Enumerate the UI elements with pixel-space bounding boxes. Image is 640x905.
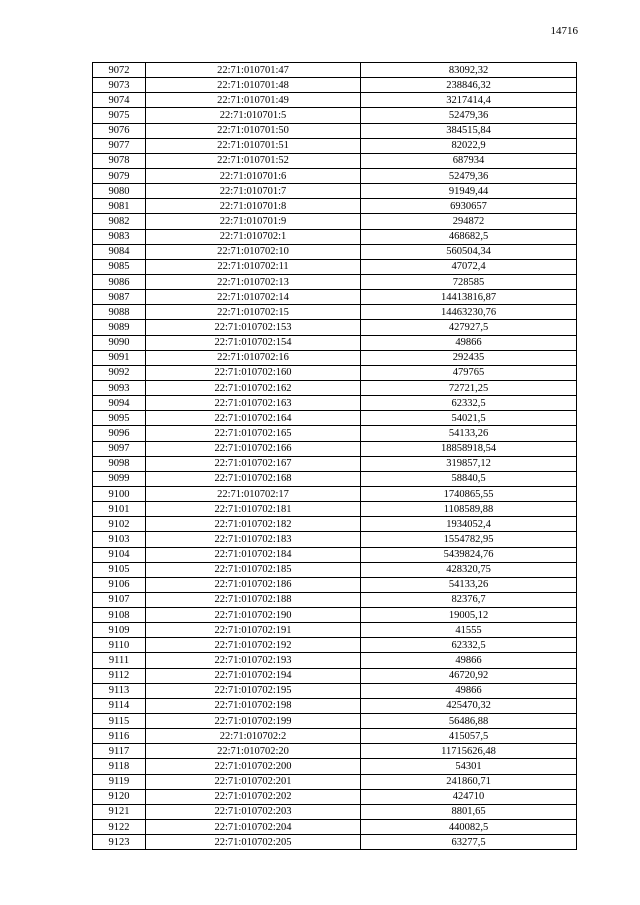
value-cell: 72721,25 [361, 380, 577, 395]
row-number-cell: 9074 [93, 93, 146, 108]
cadastral-number-cell: 22:71:010702:201 [146, 774, 361, 789]
row-number-cell: 9072 [93, 63, 146, 78]
cadastral-number-cell: 22:71:010702:191 [146, 623, 361, 638]
table-row [93, 759, 577, 774]
value-cell: 292435 [361, 350, 577, 365]
table-row [93, 396, 577, 411]
value-cell: 440082,5 [361, 820, 577, 835]
row-number-cell: 9088 [93, 305, 146, 320]
cadastral-number-cell: 22:71:010702:11 [146, 259, 361, 274]
value-cell: 52479,36 [361, 168, 577, 183]
cadastral-number-cell: 22:71:010702:183 [146, 532, 361, 547]
table-row [93, 668, 577, 683]
cadastral-number-cell: 22:71:010702:198 [146, 698, 361, 713]
row-number-cell: 9104 [93, 547, 146, 562]
cadastral-number-cell: 22:71:010701:47 [146, 63, 361, 78]
row-number-cell: 9090 [93, 335, 146, 350]
table-row [93, 138, 577, 153]
row-number-cell: 9097 [93, 441, 146, 456]
value-cell: 1934052,4 [361, 517, 577, 532]
row-number-cell: 9080 [93, 184, 146, 199]
table-row [93, 153, 577, 168]
cadastral-number-cell: 22:71:010702:200 [146, 759, 361, 774]
table-row [93, 532, 577, 547]
table-row [93, 804, 577, 819]
table-row [93, 517, 577, 532]
value-cell: 415057,5 [361, 729, 577, 744]
table-row [93, 592, 577, 607]
row-number-cell: 9095 [93, 411, 146, 426]
value-cell: 41555 [361, 623, 577, 638]
table-row [93, 547, 577, 562]
value-cell: 241860,71 [361, 774, 577, 789]
table-row [93, 774, 577, 789]
cadastral-number-cell: 22:71:010702:14 [146, 290, 361, 305]
value-cell: 56486,88 [361, 714, 577, 729]
cadastral-number-cell: 22:71:010702:16 [146, 350, 361, 365]
row-number-cell: 9116 [93, 729, 146, 744]
cadastral-number-cell: 22:71:010701:9 [146, 214, 361, 229]
cadastral-number-cell: 22:71:010702:205 [146, 835, 361, 850]
value-cell: 319857,12 [361, 456, 577, 471]
row-number-cell: 9073 [93, 78, 146, 93]
row-number-cell: 9119 [93, 774, 146, 789]
table-row [93, 411, 577, 426]
cadastral-table [92, 62, 577, 850]
value-cell: 19005,12 [361, 608, 577, 623]
row-number-cell: 9076 [93, 123, 146, 138]
table-row [93, 653, 577, 668]
table-row [93, 562, 577, 577]
value-cell: 54133,26 [361, 577, 577, 592]
cadastral-number-cell: 22:71:010702:153 [146, 320, 361, 335]
table-row [93, 683, 577, 698]
row-number-cell: 9083 [93, 229, 146, 244]
table-row [93, 820, 577, 835]
value-cell: 82376,7 [361, 592, 577, 607]
row-number-cell: 9110 [93, 638, 146, 653]
cadastral-number-cell: 22:71:010702:164 [146, 411, 361, 426]
cadastral-number-cell: 22:71:010701:52 [146, 153, 361, 168]
table-row [93, 365, 577, 380]
cadastral-number-cell: 22:71:010701:49 [146, 93, 361, 108]
row-number-cell: 9078 [93, 153, 146, 168]
value-cell: 687934 [361, 153, 577, 168]
cadastral-number-cell: 22:71:010702:10 [146, 244, 361, 259]
row-number-cell: 9121 [93, 804, 146, 819]
row-number-cell: 9115 [93, 714, 146, 729]
table-row [93, 471, 577, 486]
cadastral-number-cell: 22:71:010701:48 [146, 78, 361, 93]
cadastral-number-cell: 22:71:010702:203 [146, 804, 361, 819]
row-number-cell: 9086 [93, 274, 146, 289]
row-number-cell: 9111 [93, 653, 146, 668]
value-cell: 14463230,76 [361, 305, 577, 320]
row-number-cell: 9106 [93, 577, 146, 592]
table-row [93, 108, 577, 123]
cadastral-number-cell: 22:71:010702:192 [146, 638, 361, 653]
row-number-cell: 9108 [93, 608, 146, 623]
value-cell: 14413816,87 [361, 290, 577, 305]
value-cell: 3217414,4 [361, 93, 577, 108]
cadastral-number-cell: 22:71:010702:2 [146, 729, 361, 744]
cadastral-number-cell: 22:71:010702:186 [146, 577, 361, 592]
row-number-cell: 9099 [93, 471, 146, 486]
row-number-cell: 9077 [93, 138, 146, 153]
cadastral-number-cell: 22:71:010702:163 [146, 396, 361, 411]
value-cell: 8801,65 [361, 804, 577, 819]
table-row [93, 426, 577, 441]
row-number-cell: 9081 [93, 199, 146, 214]
table-row [93, 577, 577, 592]
table-row [93, 714, 577, 729]
table-row [93, 123, 577, 138]
value-cell: 6930657 [361, 199, 577, 214]
cadastral-number-cell: 22:71:010701:50 [146, 123, 361, 138]
cadastral-number-cell: 22:71:010702:15 [146, 305, 361, 320]
table-row [93, 78, 577, 93]
row-number-cell: 9114 [93, 698, 146, 713]
cadastral-number-cell: 22:71:010701:5 [146, 108, 361, 123]
value-cell: 11715626,48 [361, 744, 577, 759]
table-row [93, 214, 577, 229]
table-row [93, 698, 577, 713]
table-row [93, 93, 577, 108]
value-cell: 238846,32 [361, 78, 577, 93]
row-number-cell: 9103 [93, 532, 146, 547]
cadastral-number-cell: 22:71:010702:184 [146, 547, 361, 562]
cadastral-number-cell: 22:71:010702:188 [146, 592, 361, 607]
value-cell: 424710 [361, 789, 577, 804]
row-number-cell: 9112 [93, 668, 146, 683]
table-row [93, 274, 577, 289]
value-cell: 49866 [361, 653, 577, 668]
value-cell: 58840,5 [361, 471, 577, 486]
table-row [93, 486, 577, 501]
row-number-cell: 9123 [93, 835, 146, 850]
cadastral-number-cell: 22:71:010702:202 [146, 789, 361, 804]
row-number-cell: 9113 [93, 683, 146, 698]
cadastral-number-cell: 22:71:010702:13 [146, 274, 361, 289]
row-number-cell: 9085 [93, 259, 146, 274]
value-cell: 428320,75 [361, 562, 577, 577]
row-number-cell: 9105 [93, 562, 146, 577]
table-row [93, 380, 577, 395]
table-row [93, 456, 577, 471]
cadastral-number-cell: 22:71:010702:168 [146, 471, 361, 486]
cadastral-number-cell: 22:71:010702:195 [146, 683, 361, 698]
value-cell: 49866 [361, 335, 577, 350]
value-cell: 18858918,54 [361, 441, 577, 456]
page-number: 14716 [550, 25, 578, 37]
cadastral-number-cell: 22:71:010702:193 [146, 653, 361, 668]
value-cell: 427927,5 [361, 320, 577, 335]
cadastral-number-cell: 22:71:010702:20 [146, 744, 361, 759]
row-number-cell: 9098 [93, 456, 146, 471]
value-cell: 479765 [361, 365, 577, 380]
table-row [93, 335, 577, 350]
value-cell: 46720,92 [361, 668, 577, 683]
cadastral-number-cell: 22:71:010702:204 [146, 820, 361, 835]
value-cell: 52479,36 [361, 108, 577, 123]
cadastral-number-cell: 22:71:010702:185 [146, 562, 361, 577]
row-number-cell: 9082 [93, 214, 146, 229]
value-cell: 47072,4 [361, 259, 577, 274]
table-row [93, 184, 577, 199]
table-row [93, 789, 577, 804]
cadastral-number-cell: 22:71:010702:167 [146, 456, 361, 471]
table-row [93, 729, 577, 744]
table-row [93, 623, 577, 638]
row-number-cell: 9079 [93, 168, 146, 183]
cadastral-number-cell: 22:71:010702:17 [146, 486, 361, 501]
table-row [93, 638, 577, 653]
table-row [93, 63, 577, 78]
value-cell: 5439824,76 [361, 547, 577, 562]
cadastral-number-cell: 22:71:010702:165 [146, 426, 361, 441]
cadastral-number-cell: 22:71:010702:181 [146, 502, 361, 517]
value-cell: 728585 [361, 274, 577, 289]
row-number-cell: 9093 [93, 380, 146, 395]
row-number-cell: 9120 [93, 789, 146, 804]
value-cell: 468682,5 [361, 229, 577, 244]
row-number-cell: 9118 [93, 759, 146, 774]
cadastral-number-cell: 22:71:010702:1 [146, 229, 361, 244]
table-row [93, 199, 577, 214]
table-row [93, 320, 577, 335]
row-number-cell: 9084 [93, 244, 146, 259]
table-row [93, 502, 577, 517]
row-number-cell: 9091 [93, 350, 146, 365]
cadastral-number-cell: 22:71:010702:182 [146, 517, 361, 532]
table-body [93, 63, 577, 850]
row-number-cell: 9094 [93, 396, 146, 411]
row-number-cell: 9089 [93, 320, 146, 335]
value-cell: 62332,5 [361, 638, 577, 653]
value-cell: 49866 [361, 683, 577, 698]
row-number-cell: 9092 [93, 365, 146, 380]
cadastral-number-cell: 22:71:010701:6 [146, 168, 361, 183]
cadastral-number-cell: 22:71:010702:190 [146, 608, 361, 623]
value-cell: 425470,32 [361, 698, 577, 713]
row-number-cell: 9117 [93, 744, 146, 759]
table-row [93, 441, 577, 456]
cadastral-number-cell: 22:71:010702:162 [146, 380, 361, 395]
cadastral-number-cell: 22:71:010702:166 [146, 441, 361, 456]
cadastral-number-cell: 22:71:010702:199 [146, 714, 361, 729]
value-cell: 54133,26 [361, 426, 577, 441]
table-row [93, 744, 577, 759]
table-row [93, 229, 577, 244]
table-row [93, 168, 577, 183]
value-cell: 1740865,55 [361, 486, 577, 501]
value-cell: 384515,84 [361, 123, 577, 138]
row-number-cell: 9096 [93, 426, 146, 441]
row-number-cell: 9107 [93, 592, 146, 607]
value-cell: 82022,9 [361, 138, 577, 153]
cadastral-number-cell: 22:71:010702:194 [146, 668, 361, 683]
value-cell: 83092,32 [361, 63, 577, 78]
table-row [93, 259, 577, 274]
cadastral-number-cell: 22:71:010701:51 [146, 138, 361, 153]
table-row [93, 350, 577, 365]
table-row [93, 290, 577, 305]
cadastral-number-cell: 22:71:010702:154 [146, 335, 361, 350]
table-row [93, 608, 577, 623]
row-number-cell: 9102 [93, 517, 146, 532]
row-number-cell: 9122 [93, 820, 146, 835]
value-cell: 294872 [361, 214, 577, 229]
value-cell: 62332,5 [361, 396, 577, 411]
table-row [93, 305, 577, 320]
cadastral-number-cell: 22:71:010702:160 [146, 365, 361, 380]
row-number-cell: 9075 [93, 108, 146, 123]
value-cell: 560504,34 [361, 244, 577, 259]
table-row [93, 244, 577, 259]
row-number-cell: 9100 [93, 486, 146, 501]
cadastral-number-cell: 22:71:010701:8 [146, 199, 361, 214]
value-cell: 1554782,95 [361, 532, 577, 547]
row-number-cell: 9101 [93, 502, 146, 517]
cadastral-number-cell: 22:71:010701:7 [146, 184, 361, 199]
table-row [93, 835, 577, 850]
value-cell: 91949,44 [361, 184, 577, 199]
row-number-cell: 9087 [93, 290, 146, 305]
value-cell: 1108589,88 [361, 502, 577, 517]
value-cell: 54021,5 [361, 411, 577, 426]
value-cell: 54301 [361, 759, 577, 774]
value-cell: 63277,5 [361, 835, 577, 850]
row-number-cell: 9109 [93, 623, 146, 638]
